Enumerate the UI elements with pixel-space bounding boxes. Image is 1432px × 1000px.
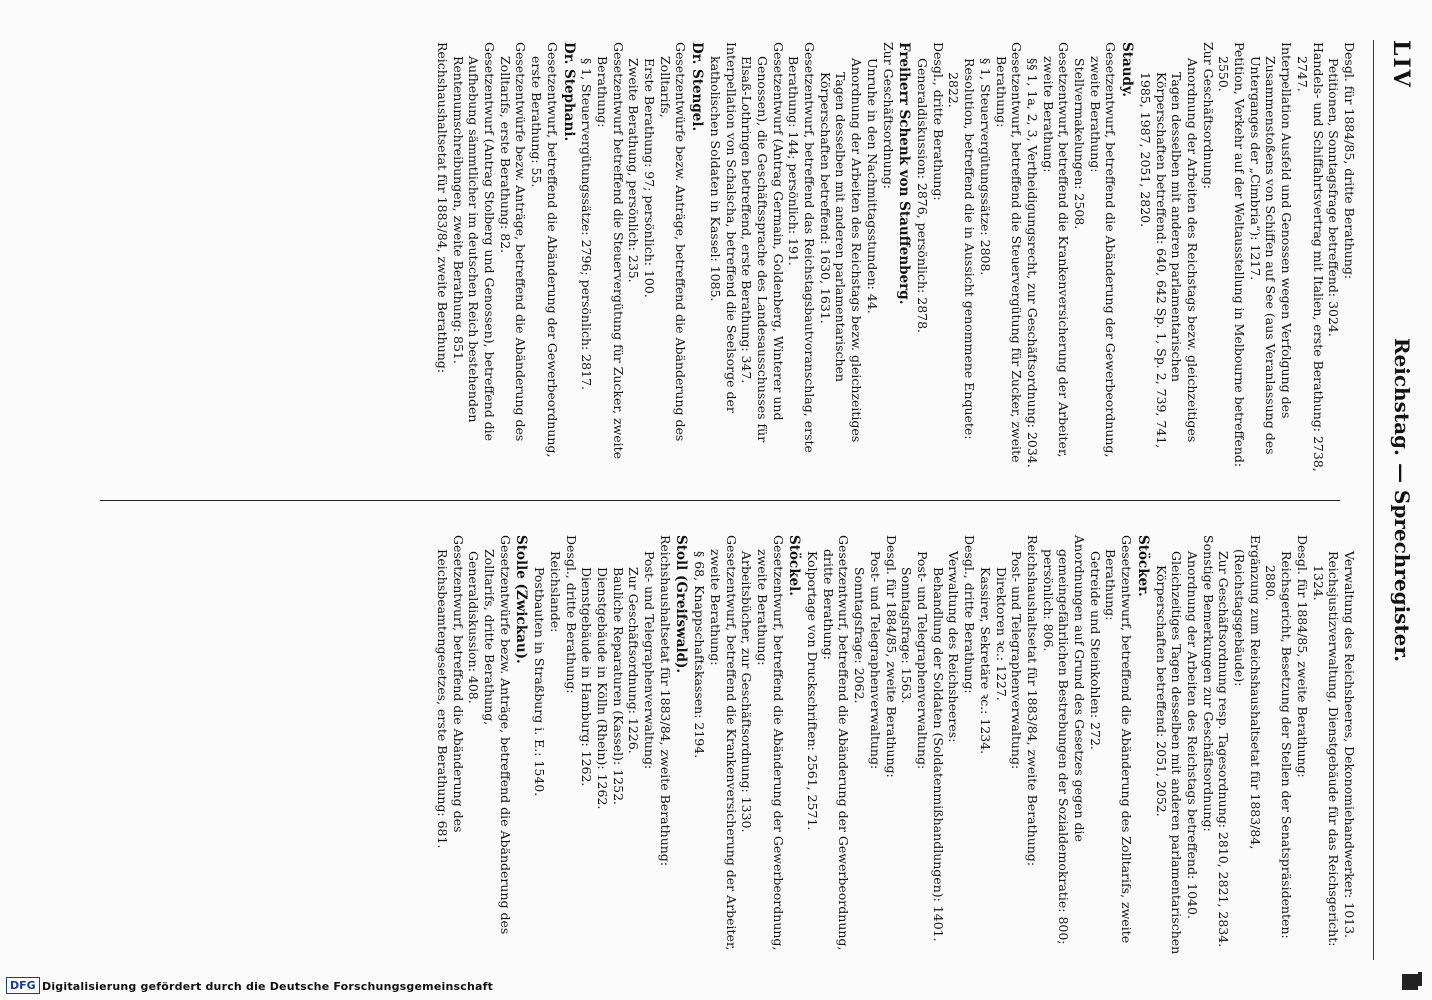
speaker-name: Dr. Stengel.	[689, 42, 706, 132]
register-entry: Verwaltung des Reichsheeres:	[946, 551, 962, 743]
register-entry: Gesetzentwurf betreffend die Steuervergütung für Zucker, zweite Berathung:	[594, 42, 626, 460]
register-entry: Post- und Telegraphenverwaltung:	[867, 551, 883, 770]
register-entry: Desgl., dritte Berathung:	[563, 535, 579, 694]
register-entry: Reichshaushaltsetat für 1883/84, zweite Berathung:	[434, 42, 450, 374]
register-entry: Gleichzeitiges Tagen desselben mit anderen parlamentarischen Körperschaften betreffend: 2051, 2052.	[1153, 551, 1185, 955]
register-entry: Generaldiskussion: 2876, persönlich: 2878.	[915, 58, 931, 334]
header-rule	[1373, 40, 1374, 960]
right-column	[434, 535, 1357, 965]
footer-bar	[0, 972, 1432, 996]
column-divider	[100, 500, 1340, 501]
dfg-logo-icon: DFG	[6, 977, 40, 994]
register-entry: Ergänzung zum Reichshaushaltsetat für 1883/84, (Reichstagsgebäude):	[1232, 535, 1263, 850]
register-entry: Dienstgebäude in Kölln (Rhein): 1262.	[594, 567, 610, 810]
page-header	[1374, 40, 1414, 960]
register-entry: § 1, Steuervergütungssätze: 2808.	[977, 58, 993, 276]
register-entry: Erste Berathung: 97; persönlich: 100.	[642, 58, 658, 298]
speaker-name: Stolle (Zwickau).	[513, 535, 530, 664]
register-entry: Arbeitsbücher, zur Geschäftsordnung: 1330.	[739, 551, 755, 833]
left-column	[434, 42, 1357, 472]
funding-credit: Digitalisierung gefördert durch die Deutsche Forschungsgemeinschaft	[42, 980, 494, 993]
register-entry: Desgl. für 1884/85, zweite Berathung:	[1294, 535, 1310, 778]
register-entry: Kolportage von Druckschriften: 2561, 2571.	[805, 551, 821, 831]
register-entry: Zur Geschäftsordnung resp. Tagesordnung: 2810, 2821, 2834.	[1216, 551, 1232, 948]
speaker-name: Stoll (Greifswald).	[673, 535, 690, 674]
register-entry: Generaldiskussion: 408.	[466, 551, 482, 704]
page-title: Reichstag. — Sprechregister.	[1390, 337, 1414, 663]
register-entry: Direktoren ꝛc.: 1227.	[993, 567, 1009, 701]
register-entry: Stellvermakelungen: 2508.	[1072, 58, 1088, 230]
register-entry: Postbauten in Straßburg i. E.: 1540.	[532, 567, 548, 797]
register-entry: Gesetzentwurf, betreffend die Krankenversicherung der Arbeiter, zweite Berathung:	[1040, 42, 1072, 458]
register-entry: Behandlung der Soldaten (Soldatenmißhandlungen): 1401.	[930, 567, 946, 942]
register-entry: Bauliche Reparaturen (Kassel): 1252.	[610, 567, 626, 806]
register-entry: Anordnung der Arbeiten des Reichstags betreffend: 1040.	[1184, 551, 1200, 919]
register-entry: Zur Geschäftsordnung:	[1200, 42, 1216, 189]
speaker-name: Staudy.	[1119, 42, 1136, 97]
register-entry: Desgl., dritte Berathung:	[962, 535, 978, 694]
register-entry: Zur Geschäftsordnung: 1226.	[626, 567, 642, 754]
register-entry: Interpellation von Schalscha, betreffend die Seelsorge der katholischen Soldaten in Kassel: 1085.	[707, 42, 739, 413]
register-entry: §§ 1, 1a, 2, 3, Vertheidigungsrecht, zur Geschäftsordnung: 2034.	[1024, 58, 1040, 468]
register-entry: § 1, Steuervergütungssätze: 2796; persönlich: 2817.	[579, 58, 595, 390]
register-entry: Kassirer, Sekretäre ꝛc.: 1234.	[977, 567, 993, 755]
register-entry: Gesetzentwurf, betreffend die Abänderung der Gewerbeordnung, zweite Berathung:	[754, 535, 786, 951]
register-entry: Getreide und Steinkohlen: 272.	[1087, 551, 1103, 750]
register-entry: Gesetzentwurf, betreffend das Reichstagsbautvoranschlag, erste Berathung: 144; persönlich: 191.	[786, 42, 818, 453]
register-entry: Gesetzentwurf, betreffend die Krankenversicherung der Arbeiter, zweite Berathung:	[707, 535, 739, 951]
register-entry: Zweite Berathung, persönlich: 235.	[626, 58, 642, 283]
register-entry: § 68, Knappschaftskassen: 2194.	[692, 551, 708, 759]
register-entry: Sonntagsfrage: 2062.	[852, 567, 868, 704]
register-entry: Post- und Telegraphenverwaltung:	[915, 551, 931, 770]
register-entry: Sonstige Bemerkungen zur Geschäftsordnung:	[1200, 535, 1216, 832]
register-entry: Zur Geschäftsordnung:	[880, 42, 896, 189]
register-entry: Gesetzentwurf, betreffend die Abänderung des Zolltarifs, zweite Berathung:	[1103, 535, 1135, 944]
register-entry: Resolution, betreffend die in Aussicht genommene Enquete: 2822.	[946, 58, 978, 440]
register-entry: Desgl. für 1884/85, zweite Berathung:	[883, 535, 899, 778]
register-entry: Petition, Verkehr auf der Weltausstellung in Melbourne betreffend: 2550.	[1216, 42, 1248, 468]
register-entry: Gesetzentwürfe bezw. Anträge, betreffend die Abänderung des Zolltarifs, dritte Berathung,	[482, 535, 513, 935]
register-entry: Gesetzentwurf, betreffend die Abänderung der Gewerbeordnung, dritte Berathung:	[820, 535, 852, 951]
register-entry: Unruhe in den Nachmittagsstunden: 44.	[864, 58, 880, 314]
register-entry: Desgl. für 1884/85, dritte Berathung:	[1342, 42, 1357, 280]
register-entry: Post- und Telegraphenverwaltung:	[1009, 551, 1025, 770]
register-entry: Petitionen, Sonntagsfrage betreffend: 3024.	[1326, 58, 1342, 337]
register-entry: Dienstgebäude in Hamburg: 1262.	[579, 567, 595, 787]
register-entry: Interpellation Ausfeld und Genossen wegen Verfolgung des Zusammenstoßens von Schiffen auf See (aus Veranlassung des Unterganges der „Cimbria“): 1217.	[1247, 42, 1295, 455]
speaker-name: Freiherr Schenk von Stauffenberg.	[896, 42, 913, 305]
register-entry: Desgl., dritte Berathung:	[930, 42, 946, 201]
register-entry: Gesetzentwurf, betreffend die Steuervergütung für Zucker, zweite Berathung:	[993, 42, 1025, 463]
register-entry: Post- und Telegraphenverwaltung:	[642, 551, 658, 770]
register-entry: Reichslande:	[547, 551, 563, 633]
page-number: LIV	[1388, 40, 1414, 89]
register-entry: Handels- und Schiffahrtsvertrag mit Italien, erste Berathung: 2738, 2747.	[1294, 42, 1326, 472]
register-entry: Gesetzentwurf, betreffend die Abänderung der Gewerbeordnung, erste Berathung: 55.	[529, 42, 560, 458]
register-entry: Verwaltung des Reichsheeres, Dekonomiehandwerker: 1013.	[1342, 551, 1357, 939]
register-entry: Reichsgericht, Besetzung der Stellen der Senatspräsidenten: 2880.	[1263, 551, 1295, 939]
speaker-name: Dr. Stephani.	[560, 42, 577, 142]
speaker-name: Stöckel.	[786, 535, 803, 596]
register-entry: Reichsjustizverwaltung, Dienstgebäude für das Reichsgericht: 1324.	[1310, 551, 1342, 947]
register-entry: Reichshaushaltsetat für 1883/84, zweite Berathung:	[657, 535, 673, 867]
register-entry: Gesetzentwurf (Antrag Stolberg und Genossen), betreffend die Aufhebung sämmtlicher im deutschen Reich bestehenden Rentenumschreibungen, zweite Berathung: 851.	[450, 42, 498, 442]
register-entry: Sonntagsfrage: 1563.	[899, 567, 915, 704]
speaker-name: Stöcker.	[1134, 535, 1151, 597]
register-entry: Gesetzentwurf, betreffend die Abänderung des Reichsbeamtengesetzes, erste Berathung: 681.	[434, 535, 466, 849]
register-entry: Gesetzentwurf (Antrag Germain, Goldenberg, Winterer und Genossen), die Geschäftssprache des Landesausschusses für Elsaß-Lothringen betreffend, erste Berathung: 347.	[739, 42, 786, 443]
register-entry: Gesetzentwürfe bezw. Anträge, betreffend die Abänderung des Zolltarifs, erste Berathung: 82.	[497, 42, 529, 442]
register-entry: Gesetzentwürfe bezw. Anträge, betreffend die Abänderung des Zolltarifs,	[657, 42, 689, 442]
register-entry: Anordnungen auf Grund des Gesetzes gegen die gemeingefährlichen Bestrebungen der Sozialdemokratie: 800; persönlich: 806.	[1040, 535, 1088, 945]
register-entry: Anordnung der Arbeiten des Reichstags bezw. gleichzeitiges Tagen desselben mit anderen parlamentarischen Körperschaften betreffend: 1630, 1631.	[817, 58, 865, 443]
register-entry: Reichshaushaltsetat für 1883/84, zweite Berathung:	[1024, 535, 1040, 867]
register-entry: Gesetzentwurf, betreffend die Abänderung der Gewerbeordnung, zweite Berathung:	[1087, 42, 1119, 458]
register-entry: Anordnung der Arbeiten des Reichstags bezw. gleichzeitiges Tagen desselben mit anderen parlamentarischen Körperschaften betreffend: 640, 642 Sp. 1, Sp. 2, 739, 741, 1985, 1987, 2051, 2820.	[1137, 58, 1200, 449]
